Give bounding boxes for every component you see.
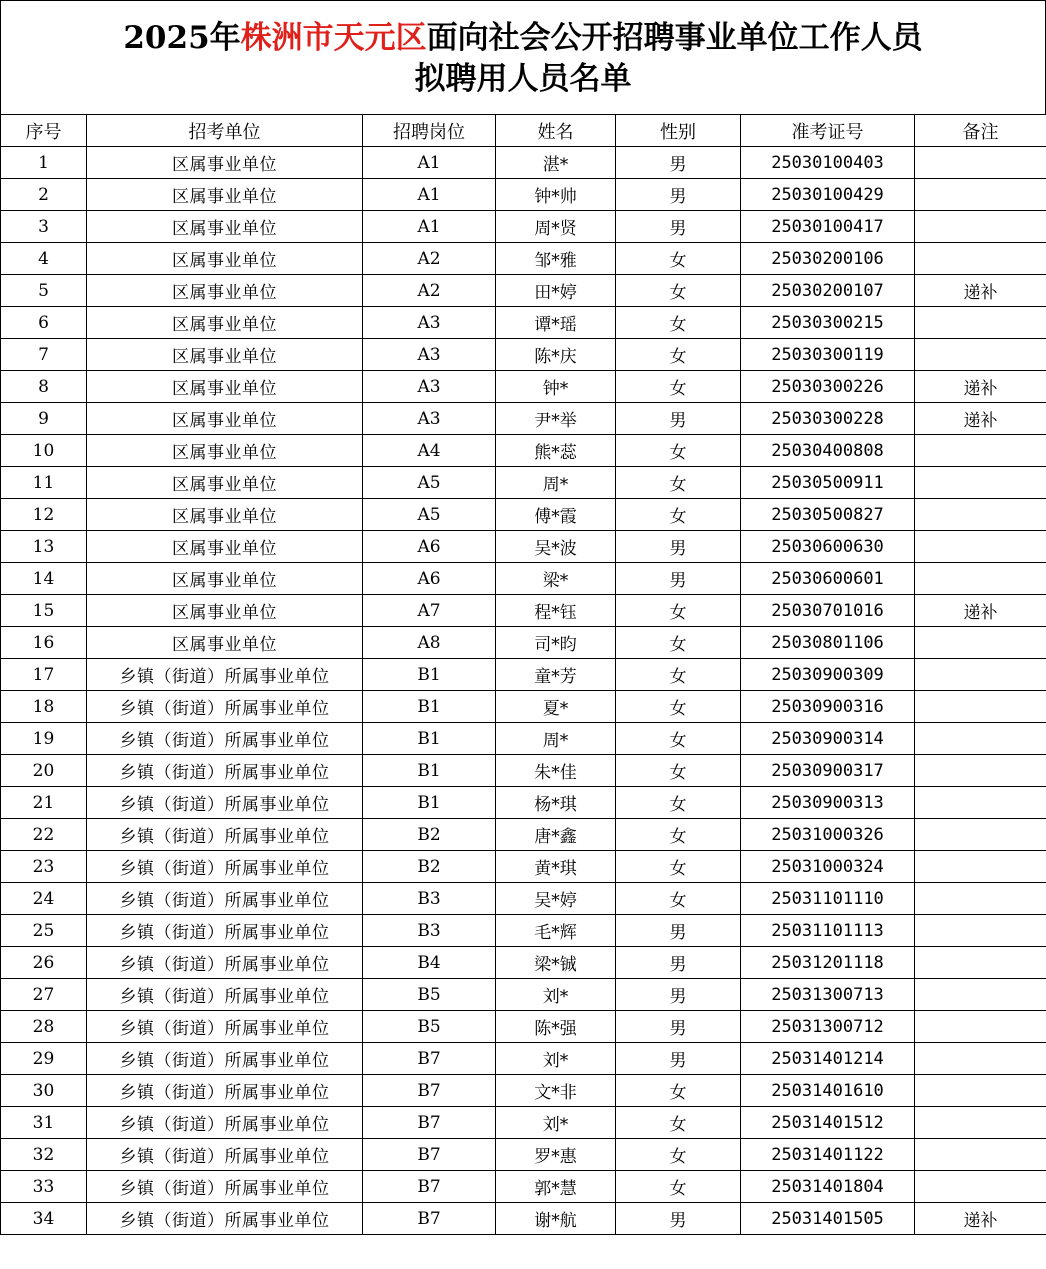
row-exam-number: 25030900313 bbox=[741, 787, 915, 819]
row-name: 钟* bbox=[496, 371, 616, 403]
row-note bbox=[915, 851, 1046, 883]
row-note: 递补 bbox=[915, 371, 1046, 403]
row-name: 梁*铖 bbox=[496, 947, 616, 979]
row-name: 谢*航 bbox=[496, 1203, 616, 1235]
row-post: A4 bbox=[363, 435, 496, 467]
row-post: A1 bbox=[363, 211, 496, 243]
row-exam-number: 25030200106 bbox=[741, 243, 915, 275]
row-note bbox=[915, 819, 1046, 851]
row-number: 6 bbox=[1, 307, 87, 339]
row-post: B5 bbox=[363, 979, 496, 1011]
row-post: B7 bbox=[363, 1107, 496, 1139]
table-row bbox=[1, 1139, 1046, 1171]
page-subtitle: 拟聘用人员名单 bbox=[414, 61, 632, 97]
row-unit: 乡镇（街道）所属事业单位 bbox=[87, 819, 363, 851]
row-note bbox=[915, 1107, 1046, 1139]
row-number: 15 bbox=[1, 595, 87, 627]
row-unit: 乡镇（街道）所属事业单位 bbox=[87, 915, 363, 947]
table-row bbox=[1, 947, 1046, 979]
row-gender: 男 bbox=[616, 1011, 741, 1043]
row-exam-number: 25031401512 bbox=[741, 1107, 915, 1139]
row-unit: 区属事业单位 bbox=[87, 275, 363, 307]
row-name: 熊*蕊 bbox=[496, 435, 616, 467]
row-exam-number: 25030500827 bbox=[741, 499, 915, 531]
row-gender: 男 bbox=[616, 915, 741, 947]
row-exam-number: 25030100403 bbox=[741, 147, 915, 179]
table-row bbox=[1, 467, 1046, 499]
row-gender: 女 bbox=[616, 627, 741, 659]
row-number: 33 bbox=[1, 1171, 87, 1203]
row-unit: 乡镇（街道）所属事业单位 bbox=[87, 1203, 363, 1235]
row-gender: 女 bbox=[616, 1107, 741, 1139]
row-note bbox=[915, 339, 1046, 371]
row-gender: 女 bbox=[616, 339, 741, 371]
row-note bbox=[915, 435, 1046, 467]
row-number: 16 bbox=[1, 627, 87, 659]
row-name: 杨*琪 bbox=[496, 787, 616, 819]
row-name: 司*昀 bbox=[496, 627, 616, 659]
row-note: 递补 bbox=[915, 1203, 1046, 1235]
row-exam-number: 25030300215 bbox=[741, 307, 915, 339]
row-name: 毛*辉 bbox=[496, 915, 616, 947]
table-header-row bbox=[1, 115, 1046, 147]
row-gender: 女 bbox=[616, 819, 741, 851]
row-note bbox=[915, 179, 1046, 211]
table-row bbox=[1, 435, 1046, 467]
table-row bbox=[1, 787, 1046, 819]
row-post: A6 bbox=[363, 531, 496, 563]
table-row bbox=[1, 1107, 1046, 1139]
table-row bbox=[1, 339, 1046, 371]
row-number: 11 bbox=[1, 467, 87, 499]
table-row bbox=[1, 979, 1046, 1011]
row-note bbox=[915, 1171, 1046, 1203]
row-unit: 乡镇（街道）所属事业单位 bbox=[87, 787, 363, 819]
row-number: 8 bbox=[1, 371, 87, 403]
row-post: A3 bbox=[363, 371, 496, 403]
row-unit: 乡镇（街道）所属事业单位 bbox=[87, 1139, 363, 1171]
title-prefix: 2025年 bbox=[123, 20, 241, 56]
row-unit: 乡镇（街道）所属事业单位 bbox=[87, 1075, 363, 1107]
row-name: 刘* bbox=[496, 1043, 616, 1075]
table-row bbox=[1, 403, 1046, 435]
row-post: B3 bbox=[363, 883, 496, 915]
row-exam-number: 25031401214 bbox=[741, 1043, 915, 1075]
row-number: 22 bbox=[1, 819, 87, 851]
row-post: B7 bbox=[363, 1139, 496, 1171]
row-note bbox=[915, 467, 1046, 499]
row-unit: 乡镇（街道）所属事业单位 bbox=[87, 851, 363, 883]
row-note bbox=[915, 787, 1046, 819]
table-row bbox=[1, 1171, 1046, 1203]
row-unit: 区属事业单位 bbox=[87, 467, 363, 499]
row-gender: 男 bbox=[616, 563, 741, 595]
row-post: B1 bbox=[363, 723, 496, 755]
row-post: B2 bbox=[363, 819, 496, 851]
row-post: A5 bbox=[363, 499, 496, 531]
header-note: 备注 bbox=[915, 115, 1046, 147]
row-name: 梁* bbox=[496, 563, 616, 595]
row-unit: 区属事业单位 bbox=[87, 307, 363, 339]
row-number: 27 bbox=[1, 979, 87, 1011]
table-body bbox=[1, 147, 1046, 1235]
table-row bbox=[1, 723, 1046, 755]
table-row bbox=[1, 595, 1046, 627]
row-gender: 男 bbox=[616, 1043, 741, 1075]
row-post: A3 bbox=[363, 403, 496, 435]
row-post: B7 bbox=[363, 1203, 496, 1235]
row-gender: 男 bbox=[616, 211, 741, 243]
row-number: 32 bbox=[1, 1139, 87, 1171]
row-exam-number: 25031101110 bbox=[741, 883, 915, 915]
row-unit: 乡镇（街道）所属事业单位 bbox=[87, 691, 363, 723]
row-gender: 女 bbox=[616, 691, 741, 723]
row-exam-number: 25031000326 bbox=[741, 819, 915, 851]
row-post: A7 bbox=[363, 595, 496, 627]
row-post: B1 bbox=[363, 755, 496, 787]
row-note bbox=[915, 915, 1046, 947]
row-unit: 区属事业单位 bbox=[87, 179, 363, 211]
row-exam-number: 25030600630 bbox=[741, 531, 915, 563]
row-post: A3 bbox=[363, 339, 496, 371]
row-gender: 女 bbox=[616, 307, 741, 339]
row-note bbox=[915, 659, 1046, 691]
row-number: 19 bbox=[1, 723, 87, 755]
row-name: 程*钰 bbox=[496, 595, 616, 627]
header-name: 姓名 bbox=[496, 115, 616, 147]
table-row bbox=[1, 691, 1046, 723]
row-unit: 区属事业单位 bbox=[87, 595, 363, 627]
row-name: 湛* bbox=[496, 147, 616, 179]
row-exam-number: 25030200107 bbox=[741, 275, 915, 307]
row-post: B7 bbox=[363, 1043, 496, 1075]
row-number: 26 bbox=[1, 947, 87, 979]
row-number: 28 bbox=[1, 1011, 87, 1043]
row-number: 12 bbox=[1, 499, 87, 531]
header-unit: 招考单位 bbox=[87, 115, 363, 147]
row-gender: 男 bbox=[616, 403, 741, 435]
row-number: 9 bbox=[1, 403, 87, 435]
row-exam-number: 25030400808 bbox=[741, 435, 915, 467]
row-gender: 男 bbox=[616, 947, 741, 979]
row-note bbox=[915, 1075, 1046, 1107]
row-exam-number: 25031401122 bbox=[741, 1139, 915, 1171]
row-number: 13 bbox=[1, 531, 87, 563]
row-number: 1 bbox=[1, 147, 87, 179]
row-number: 2 bbox=[1, 179, 87, 211]
row-gender: 女 bbox=[616, 595, 741, 627]
row-name: 钟*帅 bbox=[496, 179, 616, 211]
row-gender: 女 bbox=[616, 851, 741, 883]
row-note bbox=[915, 1043, 1046, 1075]
row-number: 23 bbox=[1, 851, 87, 883]
row-number: 18 bbox=[1, 691, 87, 723]
row-gender: 女 bbox=[616, 883, 741, 915]
row-name: 陈*庆 bbox=[496, 339, 616, 371]
row-exam-number: 25030801106 bbox=[741, 627, 915, 659]
row-unit: 区属事业单位 bbox=[87, 371, 363, 403]
row-unit: 乡镇（街道）所属事业单位 bbox=[87, 979, 363, 1011]
row-exam-number: 25030701016 bbox=[741, 595, 915, 627]
row-gender: 女 bbox=[616, 243, 741, 275]
table-row bbox=[1, 179, 1046, 211]
row-exam-number: 25031000324 bbox=[741, 851, 915, 883]
row-number: 34 bbox=[1, 1203, 87, 1235]
row-name: 文*非 bbox=[496, 1075, 616, 1107]
row-name: 黄*琪 bbox=[496, 851, 616, 883]
row-post: B1 bbox=[363, 691, 496, 723]
row-post: B1 bbox=[363, 659, 496, 691]
row-unit: 乡镇（街道）所属事业单位 bbox=[87, 1171, 363, 1203]
row-unit: 区属事业单位 bbox=[87, 531, 363, 563]
row-name: 童*芳 bbox=[496, 659, 616, 691]
row-name: 邹*雅 bbox=[496, 243, 616, 275]
table-row bbox=[1, 243, 1046, 275]
row-name: 尹*举 bbox=[496, 403, 616, 435]
row-exam-number: 25030600601 bbox=[741, 563, 915, 595]
row-name: 陈*强 bbox=[496, 1011, 616, 1043]
row-exam-number: 25031401804 bbox=[741, 1171, 915, 1203]
table-row bbox=[1, 147, 1046, 179]
row-note bbox=[915, 883, 1046, 915]
row-note: 递补 bbox=[915, 595, 1046, 627]
row-exam-number: 25030500911 bbox=[741, 467, 915, 499]
row-note bbox=[915, 1011, 1046, 1043]
row-exam-number: 25030100429 bbox=[741, 179, 915, 211]
row-unit: 乡镇（街道）所属事业单位 bbox=[87, 883, 363, 915]
row-post: B5 bbox=[363, 1011, 496, 1043]
row-post: A1 bbox=[363, 147, 496, 179]
row-note: 递补 bbox=[915, 275, 1046, 307]
row-exam-number: 25031101113 bbox=[741, 915, 915, 947]
row-post: A6 bbox=[363, 563, 496, 595]
row-unit: 区属事业单位 bbox=[87, 627, 363, 659]
table-row bbox=[1, 563, 1046, 595]
row-name: 刘* bbox=[496, 979, 616, 1011]
row-gender: 女 bbox=[616, 467, 741, 499]
header-exam-number: 准考证号 bbox=[741, 115, 915, 147]
row-note bbox=[915, 723, 1046, 755]
row-exam-number: 25031401505 bbox=[741, 1203, 915, 1235]
row-exam-number: 25030900309 bbox=[741, 659, 915, 691]
row-post: B3 bbox=[363, 915, 496, 947]
page-title bbox=[1, 1, 1045, 57]
table-row bbox=[1, 1043, 1046, 1075]
row-note bbox=[915, 563, 1046, 595]
row-unit: 区属事业单位 bbox=[87, 243, 363, 275]
table-row bbox=[1, 1203, 1046, 1235]
row-note bbox=[915, 691, 1046, 723]
row-exam-number: 25030900314 bbox=[741, 723, 915, 755]
row-unit: 区属事业单位 bbox=[87, 147, 363, 179]
table-row bbox=[1, 1075, 1046, 1107]
table-row bbox=[1, 627, 1046, 659]
row-gender: 男 bbox=[616, 979, 741, 1011]
row-name: 罗*惠 bbox=[496, 1139, 616, 1171]
row-post: B7 bbox=[363, 1075, 496, 1107]
table-row bbox=[1, 211, 1046, 243]
row-exam-number: 25031401610 bbox=[741, 1075, 915, 1107]
row-unit: 乡镇（街道）所属事业单位 bbox=[87, 1011, 363, 1043]
row-unit: 区属事业单位 bbox=[87, 211, 363, 243]
row-exam-number: 25030300119 bbox=[741, 339, 915, 371]
table-row bbox=[1, 275, 1046, 307]
table-row bbox=[1, 851, 1046, 883]
row-note bbox=[915, 307, 1046, 339]
row-number: 3 bbox=[1, 211, 87, 243]
row-post: B7 bbox=[363, 1171, 496, 1203]
row-exam-number: 25030300226 bbox=[741, 371, 915, 403]
row-note bbox=[915, 531, 1046, 563]
row-gender: 男 bbox=[616, 179, 741, 211]
row-post: A8 bbox=[363, 627, 496, 659]
row-unit: 乡镇（街道）所属事业单位 bbox=[87, 1043, 363, 1075]
row-number: 10 bbox=[1, 435, 87, 467]
row-post: A3 bbox=[363, 307, 496, 339]
row-exam-number: 25030100417 bbox=[741, 211, 915, 243]
row-gender: 男 bbox=[616, 147, 741, 179]
row-number: 7 bbox=[1, 339, 87, 371]
row-name: 夏* bbox=[496, 691, 616, 723]
row-gender: 女 bbox=[616, 435, 741, 467]
row-number: 29 bbox=[1, 1043, 87, 1075]
row-name: 周* bbox=[496, 467, 616, 499]
table-row bbox=[1, 531, 1046, 563]
table-row bbox=[1, 307, 1046, 339]
row-post: A1 bbox=[363, 179, 496, 211]
row-unit: 区属事业单位 bbox=[87, 499, 363, 531]
row-note bbox=[915, 147, 1046, 179]
row-unit: 乡镇（街道）所属事业单位 bbox=[87, 723, 363, 755]
row-note bbox=[915, 211, 1046, 243]
row-gender: 女 bbox=[616, 1075, 741, 1107]
row-gender: 女 bbox=[616, 371, 741, 403]
row-name: 田*婷 bbox=[496, 275, 616, 307]
row-gender: 男 bbox=[616, 531, 741, 563]
row-post: A2 bbox=[363, 275, 496, 307]
row-post: B1 bbox=[363, 787, 496, 819]
row-gender: 女 bbox=[616, 659, 741, 691]
row-unit: 乡镇（街道）所属事业单位 bbox=[87, 755, 363, 787]
row-name: 刘* bbox=[496, 1107, 616, 1139]
header-gender: 性别 bbox=[616, 115, 741, 147]
row-note bbox=[915, 947, 1046, 979]
row-name: 周* bbox=[496, 723, 616, 755]
row-unit: 乡镇（街道）所属事业单位 bbox=[87, 659, 363, 691]
row-note bbox=[915, 499, 1046, 531]
row-name: 周*贤 bbox=[496, 211, 616, 243]
row-number: 21 bbox=[1, 787, 87, 819]
row-exam-number: 25031300712 bbox=[741, 1011, 915, 1043]
row-name: 傅*霞 bbox=[496, 499, 616, 531]
row-name: 吴*婷 bbox=[496, 883, 616, 915]
row-name: 郭*慧 bbox=[496, 1171, 616, 1203]
row-gender: 女 bbox=[616, 499, 741, 531]
row-number: 20 bbox=[1, 755, 87, 787]
row-note bbox=[915, 979, 1046, 1011]
title-suffix: 面向社会公开招聘事业单位工作人员 bbox=[426, 20, 923, 56]
row-exam-number: 25030900316 bbox=[741, 691, 915, 723]
row-note bbox=[915, 627, 1046, 659]
table-row bbox=[1, 499, 1046, 531]
row-gender: 女 bbox=[616, 1139, 741, 1171]
row-note: 递补 bbox=[915, 403, 1046, 435]
row-number: 14 bbox=[1, 563, 87, 595]
table-row bbox=[1, 371, 1046, 403]
row-name: 唐*鑫 bbox=[496, 819, 616, 851]
row-exam-number: 25030900317 bbox=[741, 755, 915, 787]
row-number: 4 bbox=[1, 243, 87, 275]
row-gender: 男 bbox=[616, 1203, 741, 1235]
row-number: 30 bbox=[1, 1075, 87, 1107]
table-row bbox=[1, 1011, 1046, 1043]
row-post: B4 bbox=[363, 947, 496, 979]
row-post: B2 bbox=[363, 851, 496, 883]
row-post: A5 bbox=[363, 467, 496, 499]
table-row bbox=[1, 915, 1046, 947]
header-number: 序号 bbox=[1, 115, 87, 147]
row-number: 17 bbox=[1, 659, 87, 691]
row-unit: 乡镇（街道）所属事业单位 bbox=[87, 947, 363, 979]
row-number: 24 bbox=[1, 883, 87, 915]
table-row bbox=[1, 819, 1046, 851]
table-row bbox=[1, 883, 1046, 915]
row-gender: 女 bbox=[616, 723, 741, 755]
title-block bbox=[0, 0, 1046, 114]
row-gender: 女 bbox=[616, 755, 741, 787]
row-unit: 区属事业单位 bbox=[87, 403, 363, 435]
row-number: 5 bbox=[1, 275, 87, 307]
row-unit: 区属事业单位 bbox=[87, 339, 363, 371]
row-exam-number: 25031300713 bbox=[741, 979, 915, 1011]
row-gender: 女 bbox=[616, 275, 741, 307]
row-note bbox=[915, 1139, 1046, 1171]
row-name: 吴*波 bbox=[496, 531, 616, 563]
row-note bbox=[915, 755, 1046, 787]
row-exam-number: 25031201118 bbox=[741, 947, 915, 979]
row-unit: 区属事业单位 bbox=[87, 435, 363, 467]
row-unit: 区属事业单位 bbox=[87, 563, 363, 595]
row-gender: 女 bbox=[616, 787, 741, 819]
table-row bbox=[1, 659, 1046, 691]
row-name: 朱*佳 bbox=[496, 755, 616, 787]
row-number: 31 bbox=[1, 1107, 87, 1139]
row-note bbox=[915, 243, 1046, 275]
row-unit: 乡镇（街道）所属事业单位 bbox=[87, 1107, 363, 1139]
row-exam-number: 25030300228 bbox=[741, 403, 915, 435]
row-number: 25 bbox=[1, 915, 87, 947]
row-gender: 女 bbox=[616, 1171, 741, 1203]
title-highlight: 株洲市天元区 bbox=[240, 20, 427, 56]
header-post: 招聘岗位 bbox=[363, 115, 496, 147]
row-name: 谭*瑶 bbox=[496, 307, 616, 339]
hire-list-table bbox=[0, 114, 1046, 1235]
row-post: A2 bbox=[363, 243, 496, 275]
table-row bbox=[1, 755, 1046, 787]
